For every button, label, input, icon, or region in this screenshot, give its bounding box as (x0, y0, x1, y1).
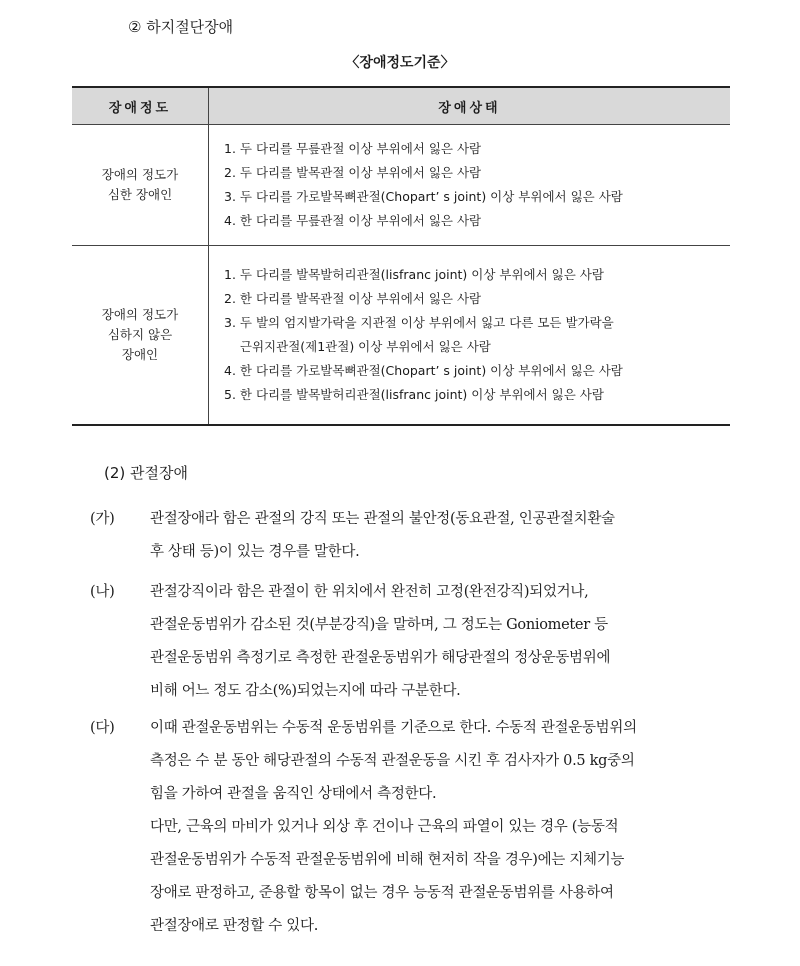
table-header-row (72, 87, 730, 125)
paragraph-line: 이때 관절운동범위는 수동적 운동범위를 기준으로 한다. 수동적 관절운동범위의 (150, 720, 637, 736)
status-item: 2. 두 다리를 발목관절 이상 부위에서 잃은 사람 (224, 165, 482, 180)
disability-grade-table (72, 86, 730, 426)
grade-line: 심하지 않은 (107, 327, 173, 342)
grade-cell (72, 125, 209, 246)
paragraph-marker: (다) (90, 720, 115, 736)
paragraph-line: 관절장애라 함은 관절의 강직 또는 관절의 불안정(동요관절, 인공관절치환술 (150, 511, 615, 527)
header-status: 장애상태 (209, 87, 731, 125)
table-row (72, 246, 730, 426)
paragraph-line: 관절운동범위가 감소된 것(부분강직)을 말하며, 그 정도는 Goniometer 등 (150, 617, 608, 633)
paragraph-line: 측정은 수 분 동안 해당관절의 수동적 관절운동을 시킨 후 검사자가 0.5 kg중의 (150, 753, 635, 769)
section2-title: (2) 관절장애 (104, 464, 188, 482)
header-grade: 장애정도 (72, 87, 209, 125)
status-item: 3. 두 발의 엄지발가락을 지관절 이상 부위에서 잃고 다른 모든 발가락을 (224, 315, 614, 330)
paragraph-marker: (가) (90, 511, 115, 527)
table-caption: 〈장애정도기준〉 (345, 55, 455, 71)
paragraph-line: 다만, 근육의 마비가 있거나 외상 후 건이나 근육의 파열이 있는 경우 (능동적 (150, 819, 619, 835)
paragraph-line: 장애로 판정하고, 준용할 항목이 없는 경우 능동적 관절운동범위를 사용하여 (150, 885, 614, 901)
paragraph-ga (90, 503, 768, 569)
status-item: 4. 한 다리를 가로발목뼈관절(Chopart’ s joint) 이상 부위에서 잃은 사람 (224, 363, 623, 378)
grade-line: 장애의 정도가 (101, 167, 179, 182)
status-item: 1. 두 다리를 무릎관절 이상 부위에서 잃은 사람 (224, 141, 482, 156)
status-cell (209, 125, 731, 246)
section-heading: ② 하지절단장애 (128, 18, 234, 36)
status-item: 4. 한 다리를 무릎관절 이상 부위에서 잃은 사람 (224, 213, 482, 228)
status-item: 5. 한 다리를 발목발허리관절(lisfranc joint) 이상 부위에서 잃은 사람 (224, 387, 604, 402)
paragraph-line: 후 상태 등)이 있는 경우를 말한다. (150, 544, 360, 560)
grade-line: 심한 장애인 (107, 187, 173, 202)
paragraph-line: 관절장애로 판정할 수 있다. (150, 918, 319, 934)
paragraph-line: 힘을 가하여 관절을 움직인 상태에서 측정한다. (150, 786, 437, 802)
status-item: 3. 두 다리를 가로발목뼈관절(Chopart’ s joint) 이상 부위에서 잃은 사람 (224, 189, 623, 204)
paragraph-line: 관절운동범위가 수동적 관절운동범위에 비해 현저히 작을 경우)에는 지체기능 (150, 852, 625, 868)
status-item: 1. 두 다리를 발목발허리관절(lisfranc joint) 이상 부위에서 잃은 사람 (224, 267, 604, 282)
paragraph-line: 관절운동범위 측정기로 측정한 관절운동범위가 해당관절의 정상운동범위에 (150, 650, 611, 666)
status-item: 2. 한 다리를 발목관절 이상 부위에서 잃은 사람 (224, 291, 482, 306)
grade-line: 장애인 (121, 347, 159, 362)
paragraph-line: 관절강직이라 함은 관절이 한 위치에서 완전히 고정(완전강직)되었거나, (150, 584, 589, 600)
paragraph-line: 비해 어느 정도 감소(%)되었는지에 따라 구분한다. (150, 683, 461, 699)
status-item: 근위지관절(제1관절) 이상 부위에서 잃은 사람 (224, 339, 491, 354)
status-cell (209, 246, 731, 426)
table-row (72, 125, 730, 246)
paragraph-marker: (나) (90, 584, 115, 600)
paragraph-da (90, 712, 768, 943)
grade-cell (72, 246, 209, 426)
grade-line: 장애의 정도가 (101, 307, 179, 322)
paragraph-na (90, 576, 768, 708)
